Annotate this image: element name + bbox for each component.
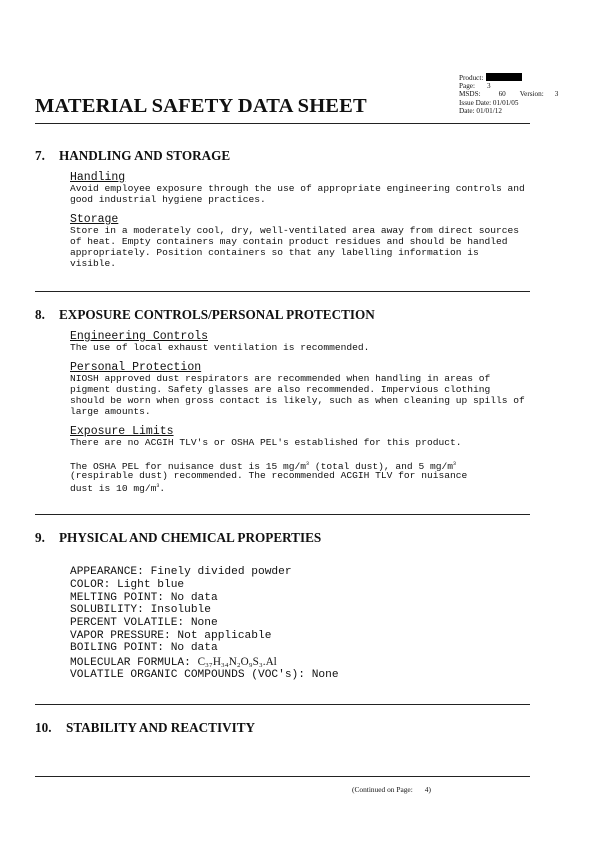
boiling-point-property: BOILING POINT: No data xyxy=(70,642,218,654)
osha-text-part: dust is 10 mg/m xyxy=(70,483,157,494)
osha-text-part: (total dust), and 5 mg/m xyxy=(309,461,453,472)
percent-volatile-property: PERCENT VOLATILE: None xyxy=(70,617,218,629)
engineering-controls-heading: Engineering Controls xyxy=(70,330,209,343)
footer-divider xyxy=(35,776,530,777)
issue-date: Issue Date: 01/01/05 xyxy=(459,98,519,107)
product-label: Product: xyxy=(459,74,484,82)
molecular-formula-property xyxy=(70,656,277,670)
engineering-controls-text: The use of local exhaust ventilation is recommended. xyxy=(70,342,370,353)
page-row xyxy=(459,82,558,90)
msds-number: 60 xyxy=(498,90,506,99)
section-8-heading xyxy=(35,307,375,323)
handling-heading: Handling xyxy=(70,171,126,184)
handling-text-line: Avoid employee exposure through the use of appropriate engineering controls and xyxy=(70,183,525,194)
personal-protection-heading: Personal Protection xyxy=(70,361,202,374)
osha-text-part: The OSHA PEL for nuisance dust is 15 mg/m xyxy=(70,461,307,472)
msds-row xyxy=(459,90,558,98)
section-divider xyxy=(35,291,530,292)
storage-heading: Storage xyxy=(70,213,119,226)
exposure-limits-text: There are no ACGIH TLV's or OSHA PEL's established for this product. xyxy=(70,437,462,448)
personal-protection-text-line: NIOSH approved dust respirators are recommended when handling in areas of xyxy=(70,373,491,384)
section-9-title: PHYSICAL AND CHEMICAL PROPERTIES xyxy=(59,530,322,545)
exposure-limits-heading: Exposure Limits xyxy=(70,425,174,438)
handling-text-line: good industrial hygiene practices. xyxy=(70,194,266,205)
melting-point-property: MELTING POINT: No data xyxy=(70,592,218,604)
color-property: COLOR: Light blue xyxy=(70,579,185,591)
page-label: Page: xyxy=(459,82,475,91)
section-9-number: 9. xyxy=(35,530,45,545)
superscript: 3 xyxy=(453,461,457,467)
redacted-product-name xyxy=(486,73,522,81)
osha-text-part: . xyxy=(159,483,166,494)
molecular-formula-label: MOLECULAR FORMULA: xyxy=(70,657,198,669)
superscript: 3 xyxy=(306,461,310,467)
continued-label: (Continued on Page: xyxy=(352,785,413,794)
section-9-heading xyxy=(35,530,321,546)
header-divider xyxy=(35,123,530,124)
section-10-title: STABILITY AND REACTIVITY xyxy=(66,720,256,735)
section-divider xyxy=(35,704,530,705)
appearance-property: APPEARANCE: Finely divided powder xyxy=(70,566,292,578)
personal-protection-text-line: pigment dusting. Safety glasses are also recommended. Impervious clothing xyxy=(70,384,491,395)
section-10-number: 10. xyxy=(35,720,52,735)
personal-protection-text-line: large amounts. xyxy=(70,406,151,417)
document-metadata xyxy=(459,73,558,115)
voc-property: VOLATILE ORGANIC COMPOUNDS (VOC's): None xyxy=(70,669,339,681)
solubility-property: SOLUBILITY: Insoluble xyxy=(70,604,211,616)
product-row xyxy=(459,73,558,82)
storage-text-line: of heat. Empty containers may contain product residues and should be handled xyxy=(70,236,508,247)
molecular-formula-value: C₃₇H₃₄N₂O₉S₃.Al xyxy=(197,656,277,668)
storage-text-line: appropriately. Position containers so that any labelling information is xyxy=(70,247,479,258)
section-8-title: EXPOSURE CONTROLS/PERSONAL PROTECTION xyxy=(59,307,375,322)
personal-protection-text-line: should be worn when gross contact is likely, such as when cleaning up spills of xyxy=(70,395,525,406)
msds-label: MSDS: xyxy=(459,90,481,99)
version-label: Version: xyxy=(519,90,544,99)
section-7-heading xyxy=(35,148,230,164)
document-title: MATERIAL SAFETY DATA SHEET xyxy=(35,95,367,117)
section-divider xyxy=(35,514,530,515)
section-10-heading xyxy=(35,720,255,736)
continued-page-number: 4) xyxy=(424,785,431,794)
version-number: 3 xyxy=(554,90,559,99)
continued-notice xyxy=(352,785,431,794)
superscript: 3 xyxy=(156,483,160,489)
storage-text-line: visible. xyxy=(70,258,117,269)
vapor-pressure-property: VAPOR PRESSURE: Not applicable xyxy=(70,630,272,642)
revision-date: Date: 01/01/12 xyxy=(459,106,502,115)
section-7-number: 7. xyxy=(35,148,45,163)
section-8-number: 8. xyxy=(35,307,45,322)
osha-pel-text-line: (respirable dust) recommended. The recommended ACGIH TLV for nuisance xyxy=(70,470,468,481)
storage-text-line: Store in a moderately cool, dry, well-ventilated area away from direct sources xyxy=(70,225,520,236)
page-number: 3 xyxy=(486,82,491,91)
osha-pel-text-line xyxy=(70,481,165,494)
section-7-title: HANDLING AND STORAGE xyxy=(59,148,231,163)
